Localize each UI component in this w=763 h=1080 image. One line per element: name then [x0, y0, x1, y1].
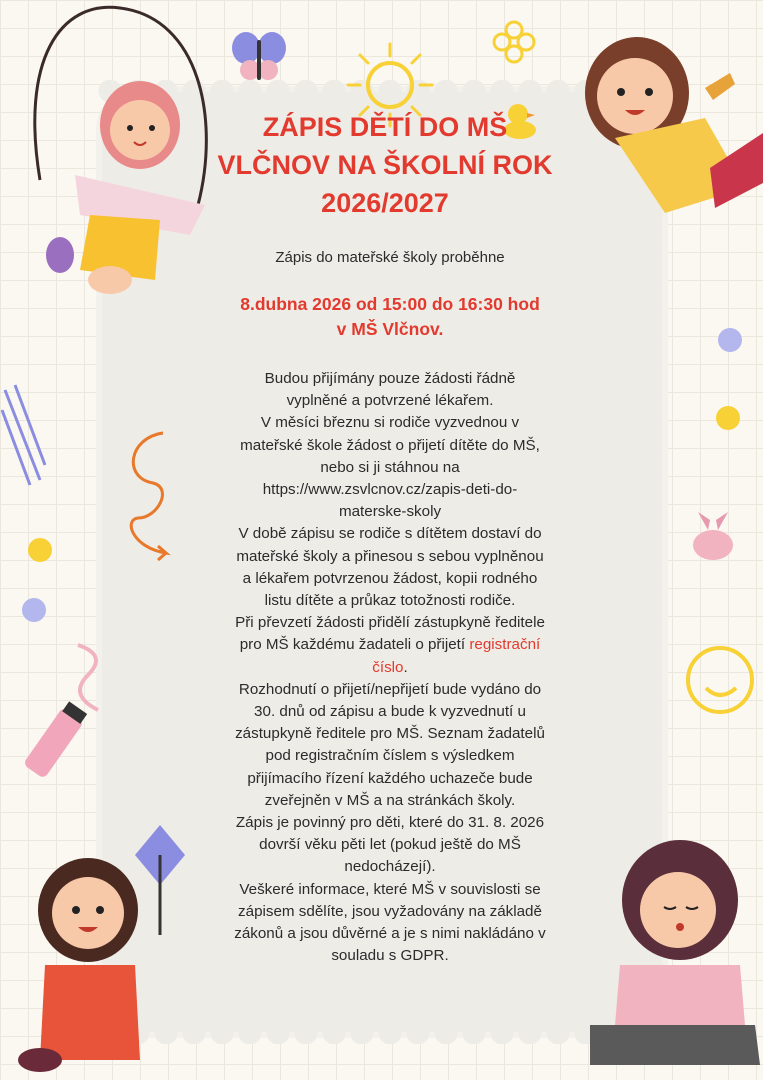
paint-splash-icon: [10, 520, 80, 640]
swirl-arrow-icon: [118, 428, 178, 568]
scribble-lines-icon: [0, 380, 50, 490]
body-line: Veškeré informace, které MŠ v souvislosti se: [239, 880, 541, 898]
body-line: zveřejněn v MŠ a na stránkách školy.: [264, 791, 516, 809]
body-line: zápisem sdělíte, jsou vyžadovány na základě: [238, 902, 542, 920]
body-line: mateřské školy a přinesou s sebou vyplněnou: [236, 547, 544, 565]
body-text: [205, 368, 575, 967]
body-line: pod registračním číslem s výsledkem: [265, 747, 515, 765]
date-line: 8.dubna 2026 od 15:00 do 16:30 hod: [240, 294, 540, 314]
body-line: V době zápisu se rodiče s dítětem dostaví do: [238, 525, 542, 543]
paint-blob-icon: [688, 318, 748, 458]
candy-icon: [688, 505, 738, 565]
body-line: Rozhodnutí o přijetí/nepřijetí bude vydáno do: [238, 680, 542, 698]
page-title: [175, 108, 595, 222]
title-line: VLČNOV NA ŠKOLNÍ ROK: [217, 150, 553, 180]
download-link[interactable]: https://www.zsvlcnov.cz/zapis-deti-do-: [262, 481, 518, 499]
smiley-icon: [680, 640, 760, 720]
body-line: nedocházejí).: [344, 858, 436, 876]
body-line: V měsíci březnu si rodiče vyzvednou v: [260, 414, 520, 432]
body-line: 30. dnů od zápisu a bude k vyzvednutí u: [254, 703, 526, 721]
body-line: zákonů a jsou důvěrné a je s nimi nakládáno v: [234, 925, 546, 943]
body-line: Budou přijímány pouze žádosti řádně: [264, 370, 516, 387]
title-line: ZÁPIS DĚTÍ DO MŠ: [262, 112, 508, 142]
date-info: [150, 292, 630, 342]
body-line: souladu s GDPR.: [331, 947, 449, 965]
highlighter-icon: [18, 640, 118, 790]
body-line: dovrší věku pěti let (pokud ještě do MŠ: [259, 836, 521, 854]
body-line: a lékařem potvrzenou žádost, kopii rodného: [242, 569, 538, 587]
body-line: přijímacího řízení každého uchazeče bude: [247, 769, 533, 787]
body-line: Při převzetí žádosti přidělí zástupkyně ředitele: [235, 614, 545, 632]
body-line: mateřské škole žádost o přijetí dítěte do MŠ,: [240, 436, 540, 454]
flower-icon: [492, 20, 536, 64]
period: .: [403, 658, 408, 676]
body-line-mixed: [205, 634, 575, 656]
body-line: nebo si ji stáhnou na: [320, 458, 460, 476]
body-line: listu dítěte a průkaz totožnosti rodiče.: [264, 592, 516, 610]
girl-pinwheel-illustration: [0, 815, 200, 1080]
lead-text: Zápis do mateřské školy proběhne: [275, 249, 505, 266]
body-line: Zápis je povinný pro děti, které do 31. 8. 2026: [235, 814, 545, 832]
girl-sitting-illustration: [560, 815, 763, 1080]
download-link-cont[interactable]: materske-skoly: [338, 503, 442, 521]
body-line: vyplněné a potvrzené lékařem.: [286, 392, 494, 410]
body-line-start: pro MŠ každému žadateli o přijetí: [239, 636, 470, 654]
body-line: zástupkyně ředitele pro MŠ. Seznam žadatelů: [235, 725, 545, 743]
body-line-mixed: [205, 657, 575, 679]
title-line: 2026/2027: [321, 188, 449, 218]
registration-number-label-cont: číslo: [372, 658, 404, 676]
butterfly-icon: [228, 26, 290, 86]
date-location: v MŠ Vlčnov.: [336, 319, 444, 339]
registration-number-label: registrační: [469, 636, 541, 654]
